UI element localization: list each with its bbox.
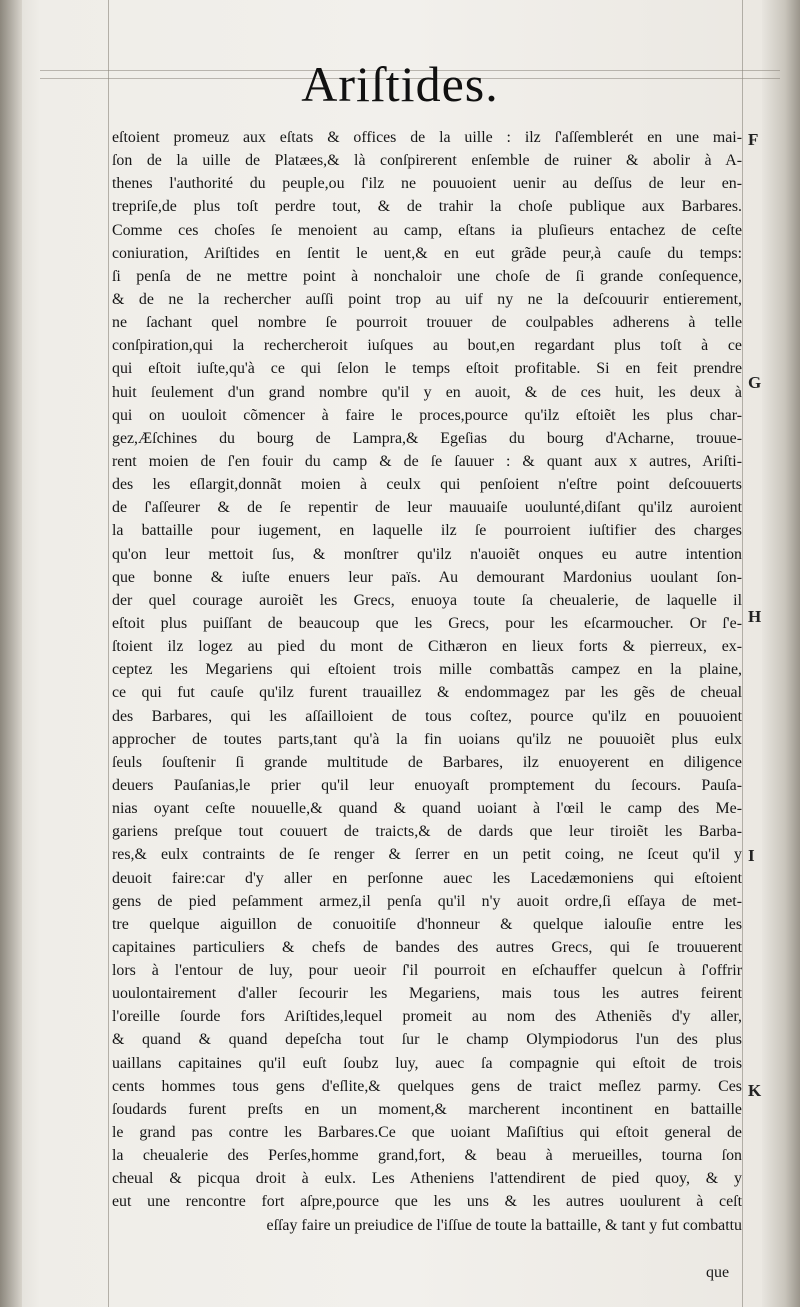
page-edge-right: [762, 0, 800, 1307]
ruled-margin-line-left: [108, 0, 109, 1307]
text-line: qu'on leur mettoit ſus, & monſtrer qu'ilz n'auoiẽt onques eu autre intention: [112, 545, 742, 563]
text-line: coniuration, Ariſtides en ſentit le uent,& en eut grãde peur,à cauſe du temps:: [112, 244, 742, 262]
catchword: que: [706, 1264, 730, 1281]
text-line: eſtoit plus puiſſant de beaucoup que les Grecs, pour les eſcarmoucher. Or ſ'e-: [112, 614, 742, 632]
text-line: cents hommes tous gens d'eſlite,& quelques gens de traict meſlez parmy. Ces: [112, 1077, 742, 1095]
text-line: ce qui fut cauſe qu'ilz furent trauaillez & endommagez par les gẽs de cheual: [112, 684, 742, 702]
text-line: des les eſlargit,donnãt moien à ceulx qui penſoient n'eſtre point deſcouuerts: [112, 476, 742, 494]
margin-marker-h: H: [748, 607, 762, 626]
text-line: uoulontairement d'aller ſecourir les Megariens, mais tous les autres feirent: [112, 985, 742, 1003]
margin-marker-k: K: [748, 1081, 762, 1100]
text-line: gez,Æſchines du bourg de Lampra,& Egeſias du bourg d'Acharne, trouue-: [112, 429, 742, 447]
text-line: gens de pied peſamment armez,il penſa qu'il n'y auoit ordre,ſi eſſaya de met-: [112, 892, 742, 910]
text-line: qui on uouloit cõmencer à faire le proces,pource qu'ilz eſtoiẽt les plus char-: [112, 406, 742, 424]
text-line: l'oreille ſourde fors Ariſtides,lequel promeit au nom des Atheniẽs d'y aller,: [112, 1008, 742, 1026]
text-line: gariens preſque tout couuert de traicts,& de dards que leur tiroiẽt les Barba-: [112, 823, 742, 841]
text-line: lors à l'entour de luy, pour ueoir ſ'il pourroit en eſchauffer quelcun à ſ'offrir: [112, 962, 742, 980]
text-line: tre quelque aiguillon de conuoitiſe d'honneur & quelque ialouſie entre les: [112, 915, 742, 933]
text-line: ſi penſa de ne mettre point à nonchaloir une choſe de ſi grande conſequence,: [112, 267, 742, 285]
text-line: deuers Pauſanias,le prier qu'il leur enuoyaſt promptement du ſecours. Pauſa-: [112, 776, 742, 794]
margin-marker-f: F: [748, 130, 759, 149]
text-line: la battaille pour iugement, en laquelle ilz ſe pourroient iuſtifier des charges: [112, 522, 742, 540]
ruled-margin-line-right: [742, 0, 743, 1307]
text-line: ſoudards furent preſts en un moment,& marcherent incontinent en battaille: [112, 1100, 742, 1118]
text-line: la cheualerie des Perſes,homme grand,fort, & beau à merueilles, tourna ſon: [112, 1147, 742, 1165]
text-line: approcher de toutes parts,tant qu'à la fin uoians qu'ilz ne pouuoiẽt plus eulx: [112, 730, 742, 748]
text-line: qui eſtoit iuſte,qu'à ce qui ſelon le temps eſtoit profitable. Si en feit prendre: [112, 360, 742, 378]
page-gutter-left: [0, 0, 22, 1307]
text-line: thenes l'authorité du peuple,ou ſ'ilz ne pouuoient uenir au deſſus de leur en-: [112, 175, 742, 193]
text-line: ſeuls ſouſtenir ſi grande multitude de Barbares, ilz enuoyerent en diligence: [112, 753, 742, 771]
text-line: eſſay faire un preiudice de l'iſſue de toute la battaille, & tant y fut combattu: [266, 1216, 742, 1234]
text-line: ſtoient ilz logez au pied du mont de Cithæron en lieux forts & pierreux, ex-: [112, 638, 742, 656]
text-line: des Barbares, qui les aſſailloient de tous coſtez, pource qu'ilz en pouuoient: [112, 707, 742, 725]
margin-marker-g: G: [748, 373, 762, 392]
text-line: le grand pas contre les Barbares.Ce que uoiant Maſiſtius qui eſtoit general de: [112, 1124, 742, 1142]
body-text: [112, 126, 742, 1237]
text-line: ſon de la uille de Platæes,& là conſpirerent enſemble de ruiner & abolir à A-: [112, 152, 742, 170]
text-line: eut une rencontre fort aſpre,pource que les uns & les autres uoulurent à ceſt: [112, 1193, 742, 1211]
text-line: rent moien de ſ'en fouir du camp & de ſe ſauuer : & quant aux x autres, Ariſti-: [112, 452, 742, 470]
text-line: ne ſachant quel nombre ſe pourroit trouuer de coulpables adherens à telle: [112, 314, 742, 332]
text-line: der quel courage auroiẽt les Grecs, enuoya toute ſa cheualerie, de laquelle il: [112, 591, 742, 609]
text-line: eſtoient promeuz aux eſtats & offices de la uille : ilz ſ'aſſemblerét en une mai-: [112, 129, 742, 146]
text-line: capitaines particuliers & chefs de bandes des autres Grecs, qui ſe trouuerent: [112, 938, 742, 956]
text-line: res,& eulx contraints de ſe renger & ſerrer en un petit coing, ne ſceut qu'il y: [112, 846, 742, 864]
text-line: trepriſe,de plus toſt perdre tout, & de trahir la choſe publique aux Barbares.: [112, 198, 742, 216]
text-line: deuoit faire:car d'y aller en perſonne auec les Lacedæmoniens qui eſtoient: [112, 869, 742, 887]
text-line: uaillans capitaines qu'il euſt ſoubz luy, auec ſa compagnie qui eſtoit de trois: [112, 1054, 742, 1072]
text-line: ceptez les Megariens qui eſtoient trois mille combattãs campez en la plaine,: [112, 661, 742, 679]
text-line: conſpiration,qui la rechercheroit iuſques au bout,en regardant plus toſt à ce: [112, 337, 742, 355]
text-line: cheual & picqua droit à eulx. Les Atheniens l'attendirent de pied quoy, & y: [112, 1170, 742, 1188]
text-line: nias oyant ceſte nouuelle,& quand & quand uoiant à l'œil le camp des Me-: [112, 800, 742, 818]
text-line: Comme ces choſes ſe menoient au camp, eſtans ia pluſieurs entachez de ceſte: [112, 221, 742, 239]
text-line: que bonne & iuſte enuers leur païs. Au demourant Mardonius uoulant ſon-: [112, 568, 742, 586]
text-line: & quand & quand depeſcha tout ſur le champ Olympiodorus l'un des plus: [112, 1031, 742, 1049]
margin-marker-i: I: [748, 846, 755, 865]
text-line: de ſ'aſſeurer & de ſe repentir de leur mauuaiſe uoulunté,diſant qu'ilz auroient: [112, 499, 742, 517]
text-line: & de ne la rechercher auſſi point trop au uif ny ne la deſcouurir entierement,: [112, 290, 742, 308]
running-title: Ariſtides.: [301, 56, 499, 112]
text-line: huit ſeulement d'un grand nombre qu'il y en auoit, & de ces huit, les deux à: [112, 383, 742, 401]
